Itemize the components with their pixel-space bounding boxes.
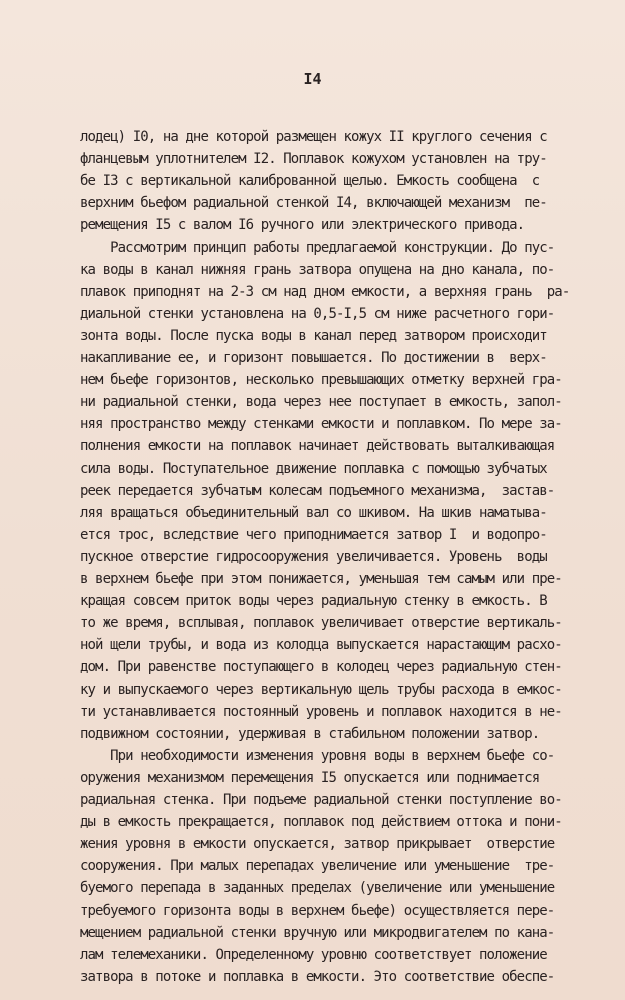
- text-line: мещением радиальной стенки вручную или микродвигателем по кана-: [80, 924, 555, 941]
- text-line: сила воды. Поступательное движение поплавка с помощью зубчатых: [80, 460, 547, 477]
- text-line: Рассмотрим принцип работы предлагаемой конструкции. До пус-: [80, 239, 555, 256]
- text-line: плавок приподнят на 2-3 см над дном емкости, а верхняя грань ра-: [80, 283, 570, 300]
- text-line: подвижном состоянии, удерживая в стабильном положении затвор.: [80, 725, 540, 742]
- text-line: лодец) I0, на дне которой размещен кожух II круглого сечения с: [80, 129, 547, 145]
- text-line: ляя вращаться объединительный вал со шкивом. На шкив наматыва-: [80, 504, 547, 521]
- text-line: лам телемеханики. Определенному уровню соответствует положение: [80, 946, 547, 963]
- text-line: затвора в потоке и поплавка в емкости. Это соответствие обеспе-: [80, 968, 555, 985]
- text-line: кращая совсем приток воды через радиальную стенку в емкость. В: [80, 593, 547, 610]
- text-line: ти устанавливается постоянный уровень и поплавок находится в не-: [80, 703, 562, 720]
- text-line: в верхнем бьефе при этом понижается, уменьшая тем самым или пре-: [80, 571, 562, 587]
- text-line: ды в емкость прекращается, поплавок под действием оттока и пони-: [80, 814, 562, 831]
- text-line: ка воды в канал нижняя грань затвора опущена на дно канала, по-: [80, 261, 555, 278]
- text-line: оружения механизмом перемещения I5 опускается или поднимается: [80, 769, 540, 786]
- text-line: полнения емкости на поплавок начинает действовать выталкивающая: [80, 438, 555, 455]
- page-number: I4: [303, 70, 322, 88]
- text-line: ку и выпускаемого через вертикальную щель трубы расхода в емкос-: [80, 681, 562, 698]
- text-line: буемого перепада в заданных пределах (увеличение или уменьшение: [80, 880, 555, 897]
- text-line: накапливание ее, и горизонт повышается. По достижении в верх-: [80, 350, 547, 366]
- text-line: диальной стенки установлена на 0,5-I,5 см ниже расчетного гори-: [80, 305, 555, 322]
- text-line: нем бьефе горизонтов, несколько превышающих отметку верхней гра-: [80, 372, 562, 389]
- text-line: зонта воды. После пуска воды в канал перед затвором происходит: [80, 327, 547, 344]
- text-line: При необходимости изменения уровня воды в верхнем бьефе со-: [80, 747, 555, 764]
- text-line: реек передается зубчатым колесам подъемного механизма, застав-: [80, 482, 555, 499]
- text-line: дом. При равенстве поступающего в колодец через радиальную стен-: [80, 659, 562, 676]
- text-line: радиальная стенка. При подъеме радиальной стенки поступление во-: [80, 792, 562, 808]
- text-line: ется трос, вследствие чего приподнимается затвор I и водопро-: [80, 526, 547, 543]
- text-line: ремещения I5 с валом I6 ручного или электрического привода.: [80, 217, 525, 234]
- text-line: жения уровня в емкости опускается, затвор прикрывает отверстие: [80, 836, 555, 853]
- text-line: требуемого горизонта воды в верхнем бьефе) осуществляется пере-: [80, 902, 555, 919]
- text-line: фланцевым уплотнителем I2. Поплавок кожухом установлен на тру-: [80, 151, 547, 168]
- text-line: верхним бьефом радиальной стенкой I4, включающей механизм пе-: [80, 195, 547, 212]
- text-line: пускное отверстие гидросооружения увеличивается. Уровень воды: [80, 548, 547, 565]
- text-line: няя пространство между стенками емкости и поплавком. По мере за-: [80, 416, 562, 433]
- text-line: ной щели трубы, и вода из колодца выпускается нарастающим расхо-: [80, 637, 562, 654]
- text-line: то же время, всплывая, поплавок увеличивает отверстие вертикаль-: [80, 615, 562, 632]
- text-line: бе I3 с вертикальной калиброванной щелью. Емкость сообщена с: [80, 173, 540, 190]
- text-line: ни радиальной стенки, вода через нее поступает в емкость, запол-: [80, 394, 562, 411]
- text-line: сооружения. При малых перепадах увеличение или уменьшение тре-: [80, 858, 555, 875]
